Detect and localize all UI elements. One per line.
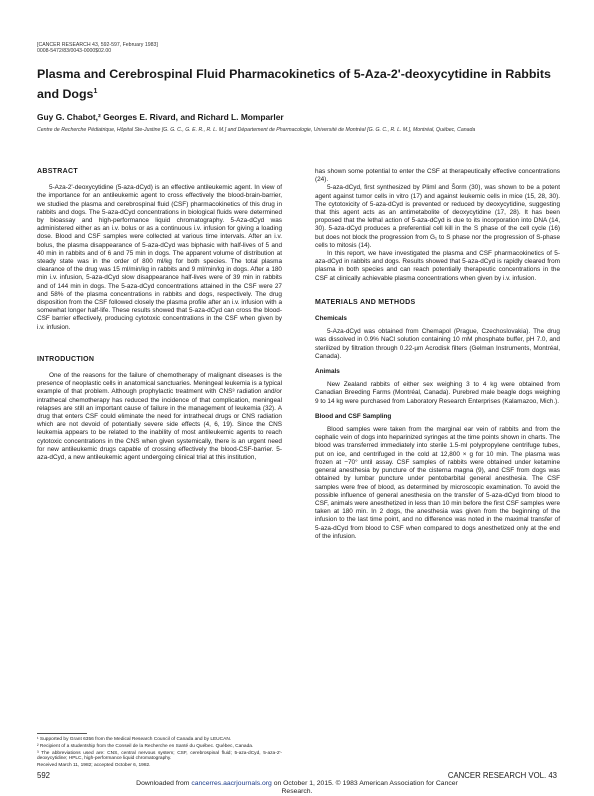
footnote-3: ³ The abbreviations used are: CNS, central nervous system; CSF, cerebrospinal fluid; 5-aza-dCyd, 5-aza-2'-deoxycytidine; HPLC, high-performance liquid chromatography. <box>37 750 282 762</box>
chemicals-text: 5-Aza-dCyd was obtained from Chemapol (Prague, Czechoslovakia). The drug was dissolved in 0.9% NaCl solution containing 10 mM phosphate buffer, pH 7.0, and sterilized by filtration through 0.22-µm Acrodisk filters (Gelman Instruments, Montréal, Canada). <box>315 328 560 360</box>
paper-title <box>37 66 557 103</box>
header-citation: [CANCER RESEARCH 43, 592-597, February 1983] <box>37 42 158 48</box>
methods-heading: MATERIALS AND METHODS <box>315 298 416 306</box>
title-text: Plasma and Cerebrospinal Fluid Pharmacokinetics of 5-Aza-2'-deoxycytidine in Rabbits and Dogs <box>37 67 551 102</box>
footnote-divider <box>37 733 87 734</box>
introduction-heading: INTRODUCTION <box>37 355 95 363</box>
download-line-2: Research. <box>281 788 313 795</box>
page-number: 592 <box>37 771 51 780</box>
abstract-heading: ABSTRACT <box>37 168 78 175</box>
animals-text: New Zealand rabbits of either sex weighing 3 to 4 kg were obtained from Canadian Breeding Farms (Montréal, Canada). Purebred male beagle dogs weighing 9 to 14 kg were purchased from Laboratory Research Enterprises (Kalamazoo, Mich.). <box>315 381 560 405</box>
download-suffix: on October 1, 2015. © 1983 American Association for Cancer <box>271 780 458 787</box>
left-column <box>37 168 282 462</box>
intro-paragraph-3: In this report, we have investigated the plasma and CSF pharmacokinetics of 5-aza-dCyd in rabbits and dogs. Results showed that 5-aza-dCyd is rapidly cleared from plasma in both species and can reach potentially therapeutic concentrations in the CSF at clinically achievable plasma concentrations when given by i.v. infusion. <box>315 250 560 282</box>
right-column <box>315 168 560 541</box>
download-prefix: Downloaded from <box>136 780 192 787</box>
received-date: Received March 11, 1982; accepted October 6, 1982. <box>37 763 151 769</box>
sampling-heading: Blood and CSF Sampling <box>315 412 392 420</box>
intro-paragraph-2: 5-aza-dCyd, first synthesized by Pliml and Šorm (30), was shown to be a potent agent against tumor cells in vitro (17) and against leukemic cells in mice (15, 28, 30). The cytotoxicity of 5-aza-dCyd is prevented or reduced by deoxycytidine, suggesting that this agent acts as an antimetabolite of deoxycytidine (17, 28). It has been proposed that the lethal action of 5-aza-dCyd is due to its incorporation into DNA (14, 30). 5-aza-dCyd produces a preferential cell kill in the S phase of the cell cycle (16) but does not block the progression from G₁ to S phase nor the progression of S-phase cells to mitosis (14). <box>315 184 560 249</box>
intro-continuation: has shown some potential to enter the CSF at therapeutically effective concentrations (24). <box>315 168 560 184</box>
abstract-text: 5-Aza-2'-deoxycytidine (5-aza-dCyd) is an effective antileukemic agent. In view of the importance for an antileukemic agent to cross effectively the blood-brain-barrier, we studied the plasma and cerebrospinal fluid (CSF) pharmacokinetics of this drug in rabbits and dogs. The 5-aza-dCyd concentrations in biological fluids were determined by bioassay and high-performance liquid chromatography. 5-Aza-dCyd was administered either as an i.v. bolus or as a continuous i.v. infusion for giving a loading dose. Blood and CSF samples were collected at various time intervals. After an i.v. bolus, the plasma disappearance of 5-aza-dCyd was biphasic with half-lives of 5 and 40 min in rabbits and of 6 and 75 min in dogs. The apparent volume of distribution at steady state was in the order of 800 ml/kg for both species. The total plasma clearance of the drug was 15 ml/min/kg in rabbits and 9 ml/min/kg in dogs. After a 180 min i.v. infusion, 5-aza-dCyd slow disappearance half-lives were of 39 min in rabbits and of 144 min in dogs. The 5-aza-dCyd concentrations attained in the CSF were 27 and 58% of the plasma concentrations in rabbits and dogs, respectively. The drug disposition from the CSF followed closely the plasma profile after an i.v. infusion with a somewhat longer half-life. These results showed that 5-aza-dCyd can cross the blood-CSF barrier effectively, producing cytotoxic concentrations in the CSF when given by i.v. infusion. <box>37 184 282 331</box>
animals-heading: Animals <box>315 368 340 376</box>
journal-volume: CANCER RESEARCH VOL. 43 <box>447 771 557 780</box>
footnote-2: ² Recipient of a studentship from the Conseil de la Recherche en Santé du Québec. Québec, Canada. <box>37 743 254 749</box>
journal-header <box>37 42 158 54</box>
download-link[interactable]: cancerres.aacrjournals.org <box>191 780 272 787</box>
footnotes <box>37 737 282 770</box>
chemicals-heading: Chemicals <box>315 315 347 323</box>
footnote-1: ¹ Supported by Grant 6356 from the Medical Research Council of Canada and by LEUCAN. <box>37 737 232 742</box>
title-footnote-mark: 1 <box>93 88 98 95</box>
download-notice <box>0 780 594 796</box>
introduction-text: One of the reasons for the failure of chemotherapy of malignant diseases is the presence of neoplastic cells in anatomical sanctuaries. Meningeal leukemia is a typical example of that problem. Although prophylactic treatment with CNS³ radiation and/or intrathecal chemotherapy has reduced the incidence of that complication, meningeal relapses are still an important cause of failure in the management of leukemia (32). A drug that enters CSF could eliminate the need for intrathecal drugs or CNS radiation which are not devoid of potentially severe side effects (4, 6, 19). Since the CNS leukemia appears to be related to the inability of most antileukemic agents to reach cytotoxic concentrations in the CNS when given systemically, there is an urgent need for new antileukemic drugs capable of crossing effectively the blood-CSF-barrier. 5-aza-dCyd, a new antileukemic agent undergoing clinical trial at this institution, <box>37 372 282 462</box>
sampling-text: Blood samples were taken from the marginal ear vein of rabbits and from the cephalic vein of dogs into heparinized syringes at the time points shown in charts. The blood was transferred immediately into sterile 1.5-ml polypropylene centrifuge tubes, put on ice, and centrifuged in the cold at 12,800 × g for 10 min. The plasma was frozen at −70° until assay. CSF samples of rabbits were obtained under ketamine general anesthesia by puncture of the cisterna magna (9), and CSF from dogs was obtained by lumbar puncture under pentobarbital general anesthesia. The CSF samples were free of blood, as determined by microscopic examination. To avoid the possible influence of general anesthesia on the transfer of 5-aza-dCyd from blood to CSF, animals were anesthetized in less than 10 min before the first CSF samples were taken at 180 min. In 2 dogs, the anesthesia was given from the beginning of the infusion to the last time point, and no difference was noted in the maximal transfer of 5-aza-dCyd from blood to CSF when compared to dogs anesthetized only at the end of the infusion. <box>315 426 560 540</box>
header-code: 0008-5472/83/0043-0000$02.00 <box>37 48 112 55</box>
author-affiliation: Centre de Recherche Pédiatrique, Hôpital Ste-Justine [G. G. C., G. E. R., R. L. M.] and Département de Pharmacologie, Université de Montréal [G. G. C., R. L. M.], Montréal, Québec, Canada <box>37 127 476 133</box>
author-list: Guy G. Chabot,² Georges E. Rivard, and Richard L. Momparler <box>37 112 284 122</box>
